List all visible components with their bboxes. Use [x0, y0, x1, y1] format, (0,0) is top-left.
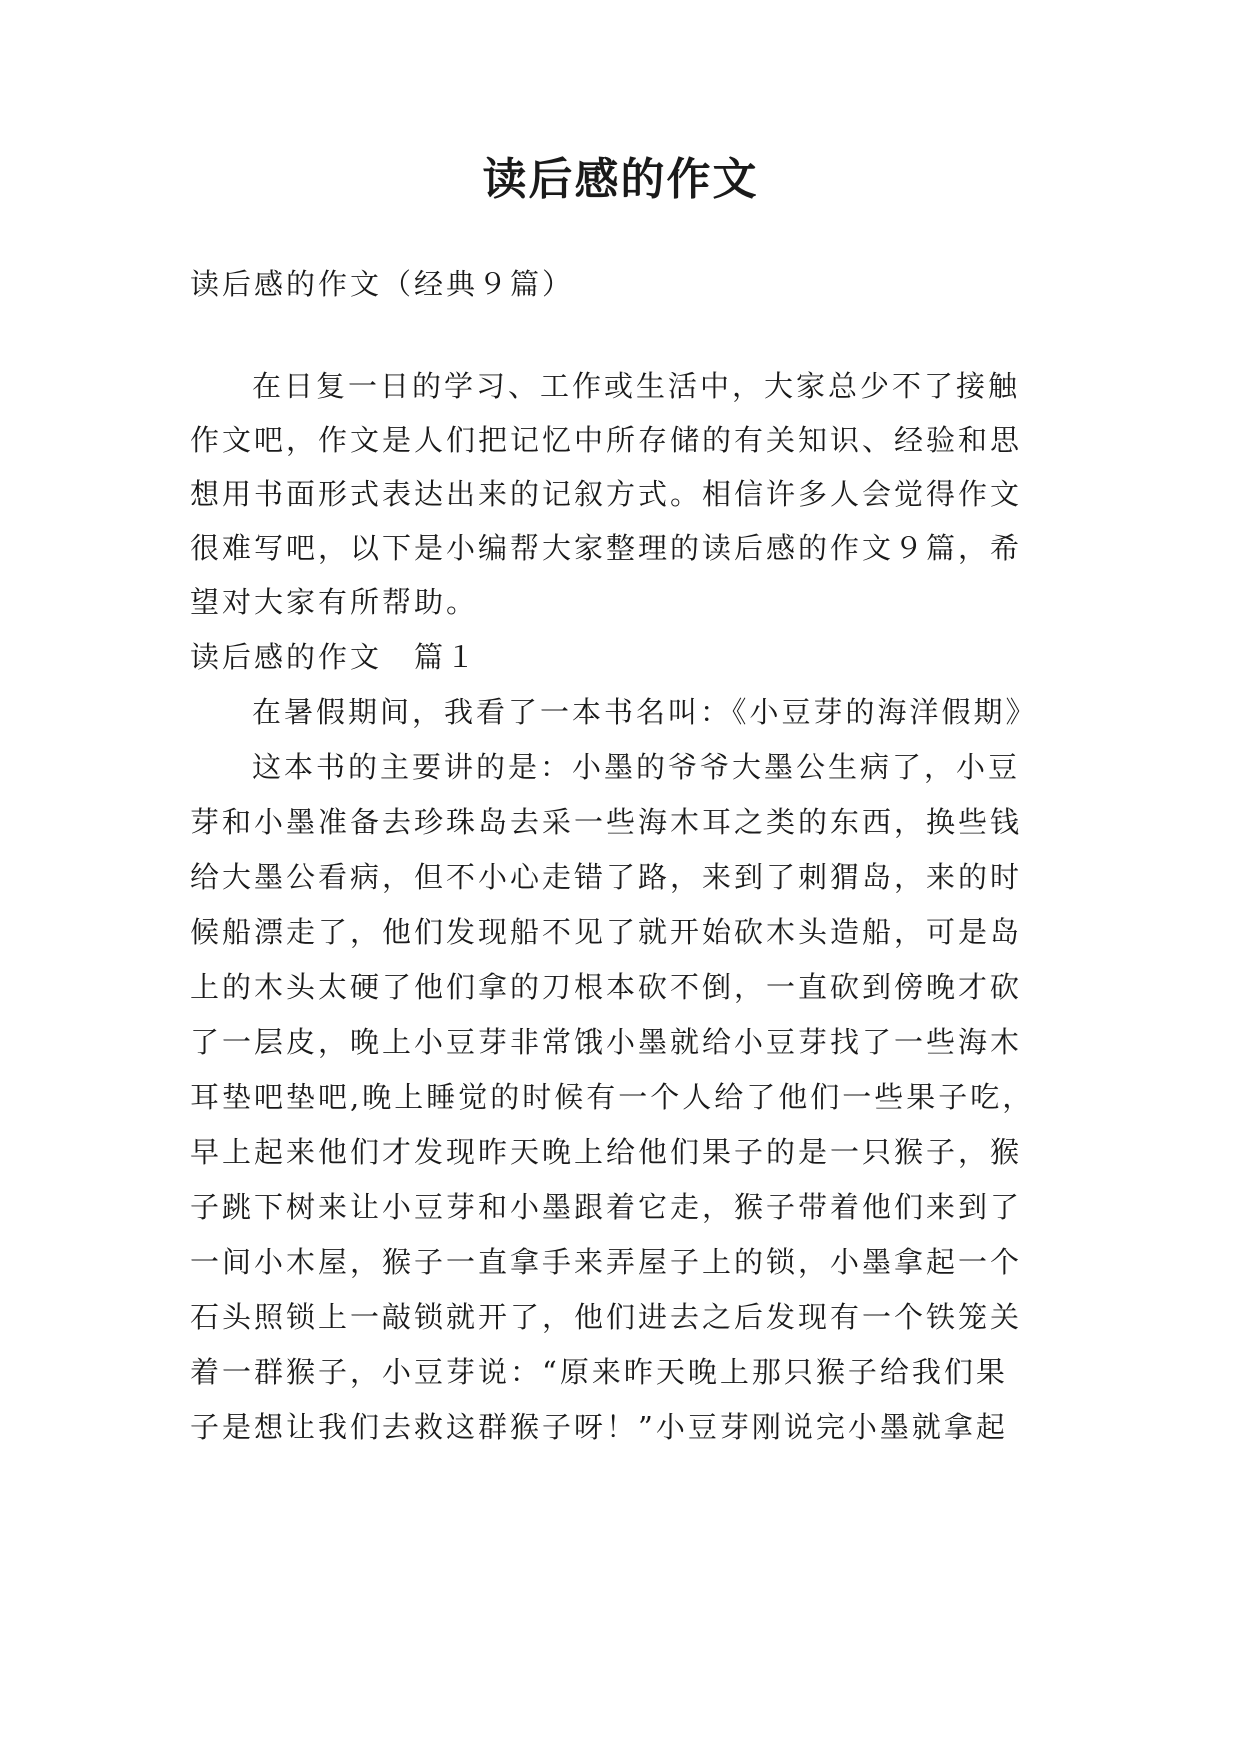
intro-line: 作文吧，作文是人们把记忆中所存储的有关知识、经验和思 [190, 423, 1023, 457]
body-line: 在暑假期间，我看了一本书名叫：《小豆芽的海洋假期》 [252, 695, 1038, 729]
body-line: 上的木头太硬了他们拿的刀根本砍不倒，一直砍到傍晚才砍 [190, 970, 1023, 1004]
intro-line: 在日复一日的学习、工作或生活中，大家总少不了接触 [252, 369, 1021, 403]
body-line: 了一层皮，晚上小豆芽非常饿小墨就给小豆芽找了一些海木 [190, 1025, 1023, 1059]
document-title: 读后感的作文 [482, 154, 759, 205]
intro-line: 想用书面形式表达出来的记叙方式。相信许多人会觉得作文 [190, 477, 1023, 511]
body-line: 早上起来他们才发现昨天晚上给他们果子的是一只猴子，猴 [190, 1135, 1023, 1169]
intro-line: 很难写吧，以下是小编帮大家整理的读后感的作文９篇，希 [190, 531, 1023, 565]
document-subtitle: 读后感的作文（经典９篇） [190, 267, 575, 301]
body-line: 着一群猴子，小豆芽说：“原来昨天晚上那只猴子给我们果 [190, 1355, 1008, 1389]
intro-line: 望对大家有所帮助。 [190, 585, 479, 619]
body-line: 候船漂走了，他们发现船不见了就开始砍木头造船，可是岛 [190, 915, 1023, 949]
body-line: 石头照锁上一敲锁就开了，他们进去之后发现有一个铁笼关 [190, 1300, 1023, 1334]
body-line: 一间小木屋，猴子一直拿手来弄屋子上的锁，小墨拿起一个 [190, 1245, 1023, 1279]
body-line: 给大墨公看病，但不小心走错了路，来到了刺猬岛，来的时 [190, 860, 1023, 894]
body-line: 芽和小墨准备去珍珠岛去采一些海木耳之类的东西，换些钱 [190, 805, 1023, 839]
section-heading: 读后感的作文 篇１ [190, 640, 479, 674]
body-line: 子跳下树来让小豆芽和小墨跟着它走，猴子带着他们来到了 [190, 1190, 1023, 1224]
body-line: 这本书的主要讲的是：小墨的爷爷大墨公生病了，小豆 [252, 750, 1021, 784]
body-line: 子是想让我们去救这群猴子呀！”小豆芽刚说完小墨就拿起 [190, 1410, 1008, 1444]
body-line: 耳垫吧垫吧,晚上睡觉的时候有一个人给了他们一些果子吃， [190, 1080, 1035, 1114]
